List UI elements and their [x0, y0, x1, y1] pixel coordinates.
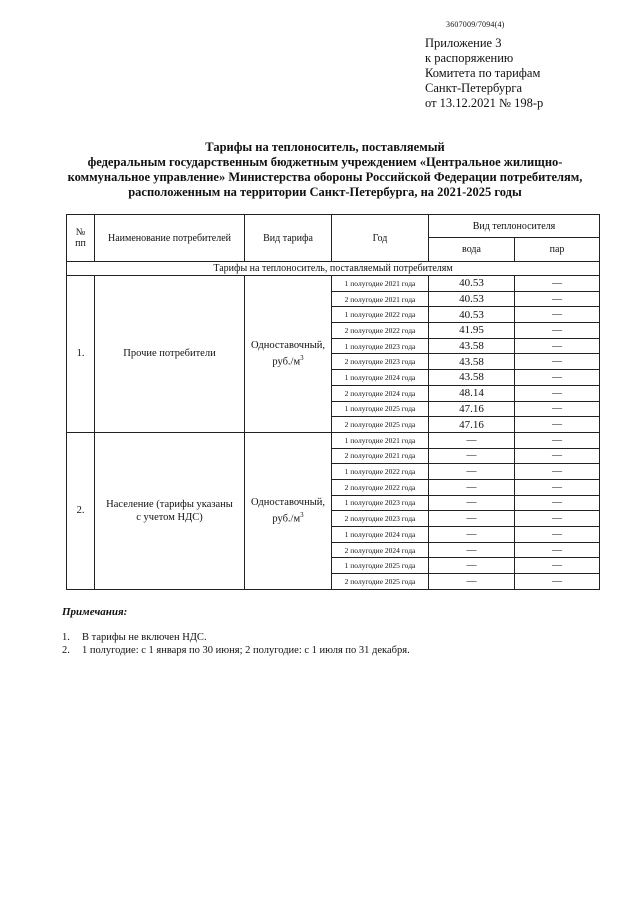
- header-year: Год: [332, 215, 429, 262]
- period-cell: 2 полугодие 2025 года: [332, 417, 429, 433]
- water-tariff-cell: 41.95: [429, 323, 515, 339]
- appendix-line: Комитета по тарифам: [425, 66, 541, 80]
- document-id: 3607009/7094(4): [446, 20, 505, 29]
- period-cell: 1 полугодие 2023 года: [332, 338, 429, 354]
- water-tariff-cell: 43.58: [429, 338, 515, 354]
- period-cell: 2 полугодие 2022 года: [332, 323, 429, 339]
- steam-tariff-cell: —: [515, 542, 600, 558]
- period-cell: 2 полугодие 2022 года: [332, 479, 429, 495]
- period-cell: 2 полугодие 2024 года: [332, 385, 429, 401]
- steam-tariff-cell: —: [515, 417, 600, 433]
- document-title: [60, 140, 590, 200]
- note-number: 2.: [62, 645, 70, 656]
- steam-tariff-cell: —: [515, 354, 600, 370]
- water-tariff-cell: 43.58: [429, 370, 515, 386]
- period-cell: 1 полугодие 2023 года: [332, 495, 429, 511]
- notes-title: Примечания:: [62, 606, 128, 618]
- note-text: В тарифы не включен НДС.: [82, 632, 207, 643]
- consumer-name: Прочие потребители: [95, 276, 245, 433]
- appendix-line: Приложение 3: [425, 36, 502, 50]
- table-row: [67, 432, 600, 448]
- tariff-table: [66, 214, 600, 590]
- water-tariff-cell: —: [429, 464, 515, 480]
- water-tariff-cell: —: [429, 495, 515, 511]
- steam-tariff-cell: —: [515, 574, 600, 590]
- steam-tariff-cell: —: [515, 401, 600, 417]
- period-cell: 1 полугодие 2021 года: [332, 432, 429, 448]
- period-cell: 2 полугодие 2021 года: [332, 291, 429, 307]
- water-tariff-cell: —: [429, 448, 515, 464]
- steam-tariff-cell: —: [515, 370, 600, 386]
- consumer-name: Население (тарифы указаны с учетом НДС): [95, 432, 245, 589]
- period-cell: 1 полугодие 2022 года: [332, 464, 429, 480]
- water-tariff-cell: —: [429, 511, 515, 527]
- steam-tariff-cell: —: [515, 432, 600, 448]
- appendix-line: от 13.12.2021 № 198-р: [425, 96, 544, 110]
- steam-tariff-cell: —: [515, 527, 600, 543]
- steam-tariff-cell: —: [515, 448, 600, 464]
- period-cell: 1 полугодие 2024 года: [332, 527, 429, 543]
- header-water: вода: [429, 238, 515, 262]
- steam-tariff-cell: —: [515, 464, 600, 480]
- period-cell: 2 полугодие 2024 года: [332, 542, 429, 558]
- water-tariff-cell: 40.53: [429, 307, 515, 323]
- title-line: Тарифы на теплоноситель, поставляемый: [205, 140, 445, 154]
- note-number: 1.: [62, 632, 70, 643]
- table-row: [67, 276, 600, 292]
- steam-tariff-cell: —: [515, 276, 600, 292]
- appendix-line: к распоряжению: [425, 51, 514, 65]
- steam-tariff-cell: —: [515, 495, 600, 511]
- water-tariff-cell: 40.53: [429, 291, 515, 307]
- period-cell: 2 полугодие 2023 года: [332, 354, 429, 370]
- period-cell: 2 полугодие 2023 года: [332, 511, 429, 527]
- title-line: федеральным государственным бюджетным учреждением «Центральное жилищно-: [87, 155, 563, 169]
- water-tariff-cell: 47.16: [429, 401, 515, 417]
- period-cell: 1 полугодие 2022 года: [332, 307, 429, 323]
- water-tariff-cell: —: [429, 574, 515, 590]
- water-tariff-cell: —: [429, 432, 515, 448]
- steam-tariff-cell: —: [515, 511, 600, 527]
- period-cell: 1 полугодие 2024 года: [332, 370, 429, 386]
- period-cell: 1 полугодие 2025 года: [332, 401, 429, 417]
- title-line: расположенным на территории Санкт-Петербурга, на 2021-2025 годы: [128, 185, 522, 199]
- steam-tariff-cell: —: [515, 323, 600, 339]
- header-coolant-type: Вид теплоносителя: [429, 215, 600, 238]
- period-cell: 2 полугодие 2021 года: [332, 448, 429, 464]
- water-tariff-cell: —: [429, 558, 515, 574]
- water-tariff-cell: 47.16: [429, 417, 515, 433]
- tariff-kind: Одноставочный, $руб./м^3$: [245, 276, 332, 433]
- tariff-kind: Одноставочный, $руб./м^3$: [245, 432, 332, 589]
- steam-tariff-cell: —: [515, 558, 600, 574]
- period-cell: 2 полугодие 2025 года: [332, 574, 429, 590]
- header-steam: пар: [515, 238, 600, 262]
- steam-tariff-cell: —: [515, 291, 600, 307]
- steam-tariff-cell: —: [515, 385, 600, 401]
- header-number: № пп: [67, 215, 95, 262]
- steam-tariff-cell: —: [515, 338, 600, 354]
- note-item: [62, 631, 410, 644]
- appendix-line: Санкт-Петербурга: [425, 81, 523, 95]
- water-tariff-cell: 48.14: [429, 385, 515, 401]
- steam-tariff-cell: —: [515, 479, 600, 495]
- title-line: коммунальное управление» Министерства обороны Российской Федерации потребителям,: [67, 170, 583, 184]
- note-item: [62, 644, 410, 657]
- notes-list: [62, 631, 410, 657]
- steam-tariff-cell: —: [515, 307, 600, 323]
- section-heading: Тарифы на теплоноситель, поставляемый потребителям: [67, 262, 600, 276]
- header-tariff-kind: Вид тарифа: [245, 215, 332, 262]
- water-tariff-cell: 43.58: [429, 354, 515, 370]
- row-number: 2.: [67, 432, 95, 589]
- water-tariff-cell: —: [429, 542, 515, 558]
- water-tariff-cell: —: [429, 527, 515, 543]
- water-tariff-cell: —: [429, 479, 515, 495]
- note-text: 1 полугодие: с 1 января по 30 июня; 2 полугодие: с 1 июля по 31 декабря.: [82, 645, 410, 656]
- header-consumer-name: Наименование потребителей: [95, 215, 245, 262]
- period-cell: 1 полугодие 2021 года: [332, 276, 429, 292]
- water-tariff-cell: 40.53: [429, 276, 515, 292]
- period-cell: 1 полугодие 2025 года: [332, 558, 429, 574]
- appendix-block: [425, 36, 543, 111]
- row-number: 1.: [67, 276, 95, 433]
